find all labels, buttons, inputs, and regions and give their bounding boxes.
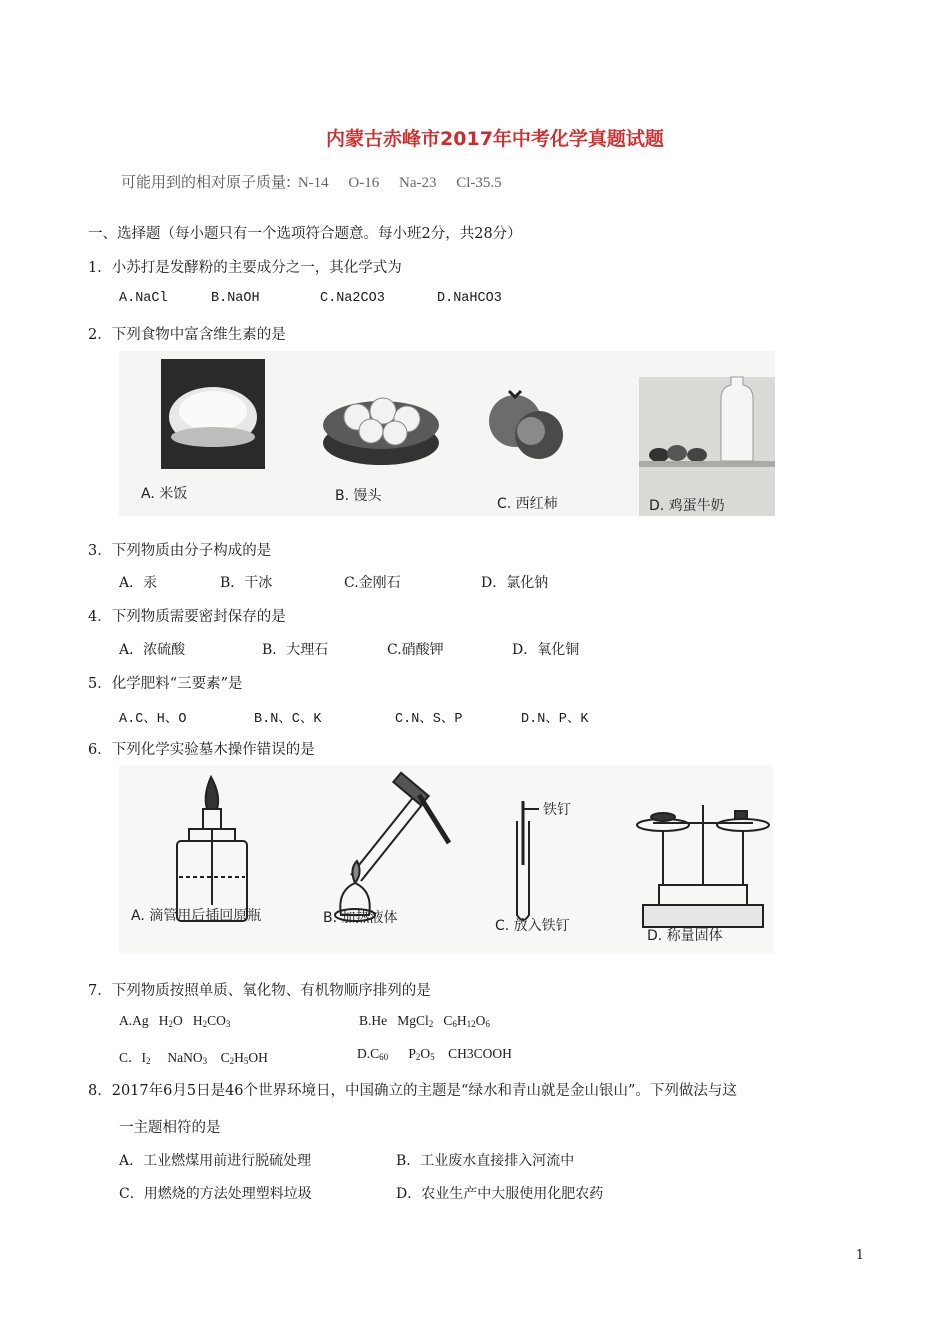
- q4-option-c: C.硝酸钾: [387, 642, 444, 658]
- tomatoes-image: [489, 391, 563, 459]
- q7-option-b: B.He MgCl$_2$ $C_6H_{12}O_6$: [359, 1013, 490, 1029]
- q2-label-a: A. 米饭: [141, 486, 188, 502]
- q4-option-b: B．大理石: [262, 642, 329, 658]
- q1-option-c: C.Na2CO3: [320, 291, 385, 306]
- q6-label-c: C. 放入铁钉: [495, 918, 570, 934]
- atomic-masses-label: 可能用到的相对原子质量:: [121, 173, 292, 191]
- question-3: 3．下列物质由分子构成的是: [88, 543, 272, 559]
- q2-food-figure: [119, 351, 775, 516]
- atomic-mass-cl: Cl-35.5: [456, 175, 502, 191]
- steamed-buns-image: [323, 398, 439, 465]
- q6-lab-figure: [119, 765, 773, 953]
- atomic-mass-na: Na-23: [399, 175, 437, 191]
- q5-option-a: A.C、H、O: [119, 712, 187, 727]
- question-8: 8．2017年6月5日是46个世界环境日，中国确立的主题是“绿水和青山就是金山银山”。下列做法与这: [88, 1083, 737, 1099]
- q6-label-a: A. 滴管用后插回原瓶: [131, 908, 262, 924]
- q5-option-d: D.N、P、K: [521, 712, 589, 727]
- q8-option-b: B．工业废水直接排入河流中: [396, 1153, 575, 1169]
- atomic-mass-n: N-14: [297, 175, 329, 191]
- page-number: 1: [855, 1248, 864, 1263]
- q3-option-d: D．氯化钠: [481, 575, 549, 591]
- page-title: 内蒙古赤峰市2017年中考化学真题试题: [326, 128, 664, 150]
- q2-label-d: D. 鸡蛋牛奶: [649, 498, 725, 514]
- q3-option-b: B．干冰: [220, 575, 273, 591]
- q2-label-c: C. 西红柿: [497, 496, 558, 512]
- question-4: 4．下列物质需要密封保存的是: [88, 609, 286, 625]
- dropper-bottle-image: [177, 777, 247, 921]
- question-6: 6．下列化学实验墓木操作错误的是: [88, 742, 315, 758]
- question-5: 5．化学肥料“三要素”是: [88, 676, 243, 692]
- q3-option-c: C.金刚石: [344, 575, 401, 591]
- heating-liquid-image: [335, 773, 449, 921]
- atomic-masses: [121, 171, 518, 192]
- q3-option-a: A．汞: [119, 575, 158, 591]
- q7-option-a: A.Ag $H_2O$ $H_2CO_3$: [119, 1013, 231, 1029]
- q5-option-c: C.N、S、P: [395, 712, 463, 727]
- atomic-mass-o: O-16: [348, 175, 380, 191]
- question-7: 7．下列物质按照单质、氧化物、有机物顺序排列的是: [88, 983, 431, 999]
- q7-option-d: $D.C_{60}$ $P_2O_5$ CH3COOH: [357, 1046, 512, 1062]
- question-2: 2．下列食物中富含维生素的是: [88, 327, 286, 343]
- q8-option-c: C．用燃烧的方法处理塑料垃圾: [119, 1186, 312, 1202]
- nail-label: 铁钉: [543, 802, 571, 818]
- balance-image: [637, 805, 769, 927]
- q6-label-b: B. 加热液体: [323, 910, 398, 926]
- test-tube-nail-image: [517, 801, 539, 920]
- q2-label-b: B. 馒头: [335, 488, 382, 504]
- q8-option-d: D．农业生产中大服使用化肥农药: [396, 1186, 604, 1202]
- q7-option-c: C．$I_2$ NaNO$_3$ $C_2H_5OH$: [119, 1050, 268, 1066]
- q8-option-a: A．工业燃煤用前进行脱硫处理: [119, 1153, 312, 1169]
- food-illustrations: [119, 351, 775, 516]
- rice-image: [161, 359, 265, 469]
- question-8-continuation: 一主题相符的是: [119, 1120, 221, 1136]
- q1-option-a: A.NaCl: [119, 291, 168, 306]
- q4-option-a: A．浓硫酸: [119, 642, 186, 658]
- q6-label-d: D. 称量固体: [647, 928, 723, 944]
- section-heading: 一、选择题（每小题只有一个选项符合题意。每小班2分，共28分）: [88, 226, 522, 242]
- q1-option-d: D.NaHCO3: [437, 291, 502, 306]
- q5-option-b: B.N、C、K: [254, 712, 322, 727]
- q4-option-d: D．氧化铜: [512, 642, 580, 658]
- q1-option-b: B.NaOH: [211, 291, 260, 306]
- question-1: 1．小苏打是发酵粉的主要成分之一，其化学式为: [88, 260, 402, 276]
